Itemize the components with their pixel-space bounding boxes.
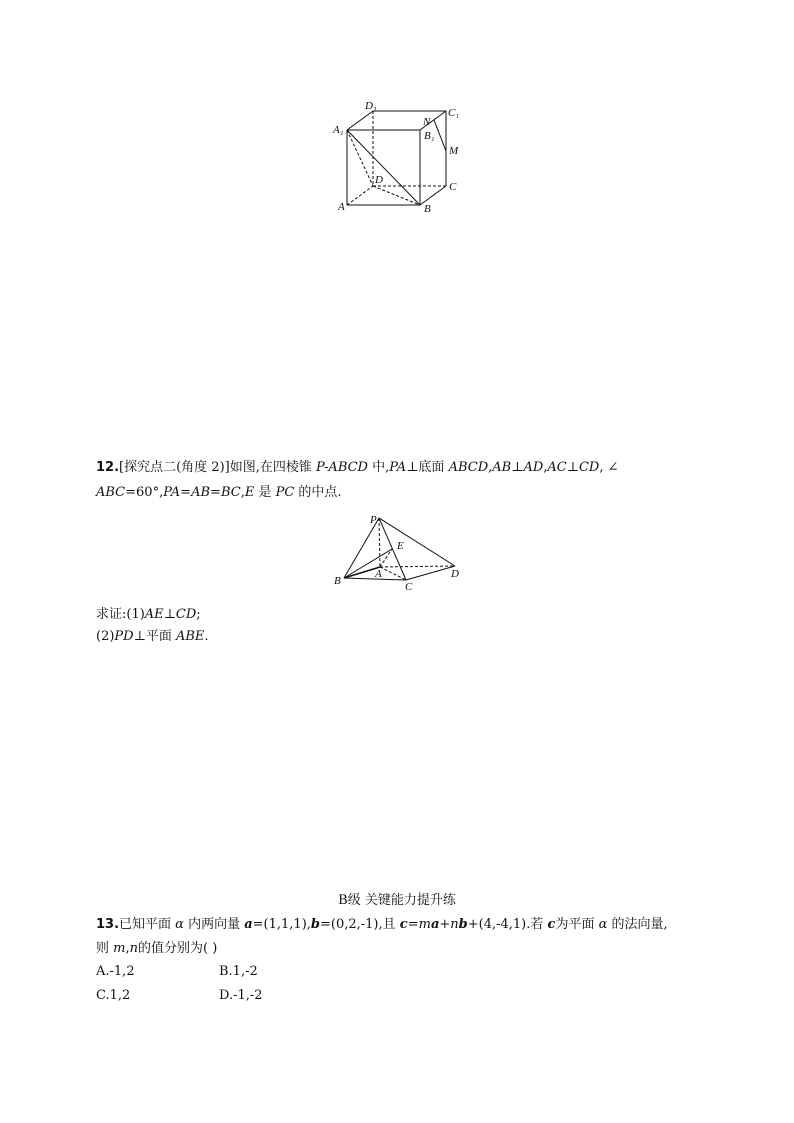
q12-text: CD (578, 460, 600, 475)
q12-text: PA (163, 485, 181, 500)
q12-text: ⊥ (511, 460, 524, 475)
q12-text: , (488, 460, 493, 475)
q12-text: 如图,在四棱锥 (229, 460, 316, 475)
q12-text: ; (196, 607, 201, 622)
label-D1: D₁ (365, 100, 377, 112)
label-C: C (449, 181, 457, 193)
q12-text: PC (275, 485, 295, 500)
option-d[interactable]: D.-1,-2 (219, 988, 263, 1003)
q12-text: E (244, 485, 255, 500)
q13-text: n (450, 917, 459, 932)
q13-line2 (96, 939, 217, 959)
label-A: A (375, 568, 382, 580)
label-A1: A₁ (333, 124, 344, 136)
label-B1: B₁ (424, 130, 435, 142)
q13-text: m (418, 917, 431, 932)
q12-text: . (204, 629, 209, 644)
q12-text: 中, (367, 460, 390, 475)
q12-text: AC (547, 460, 567, 475)
q12-text: = (210, 485, 221, 500)
q13-text: = (407, 917, 419, 932)
label-A: A (338, 201, 345, 213)
q12-line2 (96, 483, 342, 503)
q13-text: a (430, 917, 440, 932)
q12-text: PA (389, 460, 407, 475)
label-N: N (423, 116, 431, 128)
q13-line1 (96, 915, 668, 935)
label-D: D (375, 174, 383, 186)
cube-figure (330, 96, 470, 220)
q12-text: ABCD (448, 460, 489, 475)
q13-text: =(1,1,1), (252, 917, 311, 932)
q13-text: b (310, 917, 320, 932)
q13-text: 则 (96, 941, 114, 956)
q13-text: α (598, 917, 608, 932)
q12-text: , ∠ (599, 460, 619, 475)
q12-prove2 (96, 627, 209, 647)
option-c[interactable]: C.1,2 (96, 988, 131, 1003)
q13-text: 的值分别为( ) (137, 941, 218, 956)
q12-text: AB (191, 485, 211, 500)
label-M: M (449, 145, 459, 157)
q13-text: m (113, 941, 126, 956)
q12-prove2-prefix: (2) (96, 629, 115, 644)
q13-text: +(4,-4,1).若 (467, 917, 548, 932)
q13-text: c (547, 917, 556, 932)
q12-text: 是 (254, 485, 276, 500)
q12-prove-label: 求证:(1) (96, 607, 145, 622)
q12-tag: [探究点二(角度 2)] (119, 460, 230, 475)
q13-text: n (129, 941, 138, 956)
label-P: P (370, 514, 377, 526)
q13-text: α (175, 917, 184, 932)
q13-text: c (399, 917, 408, 932)
q13-text: 的法向量, (607, 917, 668, 932)
q12-text: 的中点. (294, 485, 342, 500)
q13-text: a (244, 917, 253, 932)
q13-text: b (458, 917, 468, 932)
q12-text: BC (220, 485, 241, 500)
option-a[interactable]: A.-1,2 (96, 964, 135, 979)
q12-text: ABC (96, 485, 126, 500)
q12-text: = (180, 485, 192, 500)
q12-text: =60°, (125, 485, 164, 500)
q12-text: PD (114, 629, 134, 644)
pyramid-figure (330, 510, 470, 594)
q13-number: 13. (96, 917, 120, 932)
label-C1: C₁ (448, 107, 460, 119)
q12-text: ⊥平面 (133, 629, 176, 644)
q12-text: ⊥ (163, 607, 176, 622)
label-E: E (397, 540, 404, 552)
q12-text: , (543, 460, 548, 475)
q12-text: P-ABCD (316, 460, 368, 475)
q12-text: AB (492, 460, 512, 475)
q13-text: 已知平面 (119, 917, 176, 932)
q13-text: =(0,2,-1),且 (320, 917, 400, 932)
option-b[interactable]: B.1,-2 (219, 964, 258, 979)
section-title: B级 关键能力提升练 (338, 893, 456, 908)
label-B: B (424, 203, 431, 215)
q12-number: 12. (96, 460, 120, 475)
label-C: C (405, 581, 413, 593)
q12-text: AE (144, 607, 164, 622)
label-B: B (334, 575, 341, 587)
q12-text: ⊥ (566, 460, 579, 475)
q12-text: ABE (175, 629, 205, 644)
q12-text: CD (175, 607, 197, 622)
q12-text: , (240, 485, 245, 500)
q13-text: + (439, 917, 451, 932)
label-D: D (451, 568, 459, 580)
q12-line1 (96, 458, 619, 478)
q12-text: AD (523, 460, 544, 475)
q12-text: ⊥底面 (406, 460, 449, 475)
q12-prove1 (96, 605, 201, 625)
q13-text: 为平面 (555, 917, 599, 932)
q13-text: , (125, 941, 130, 956)
q13-text: 内两向量 (183, 917, 245, 932)
